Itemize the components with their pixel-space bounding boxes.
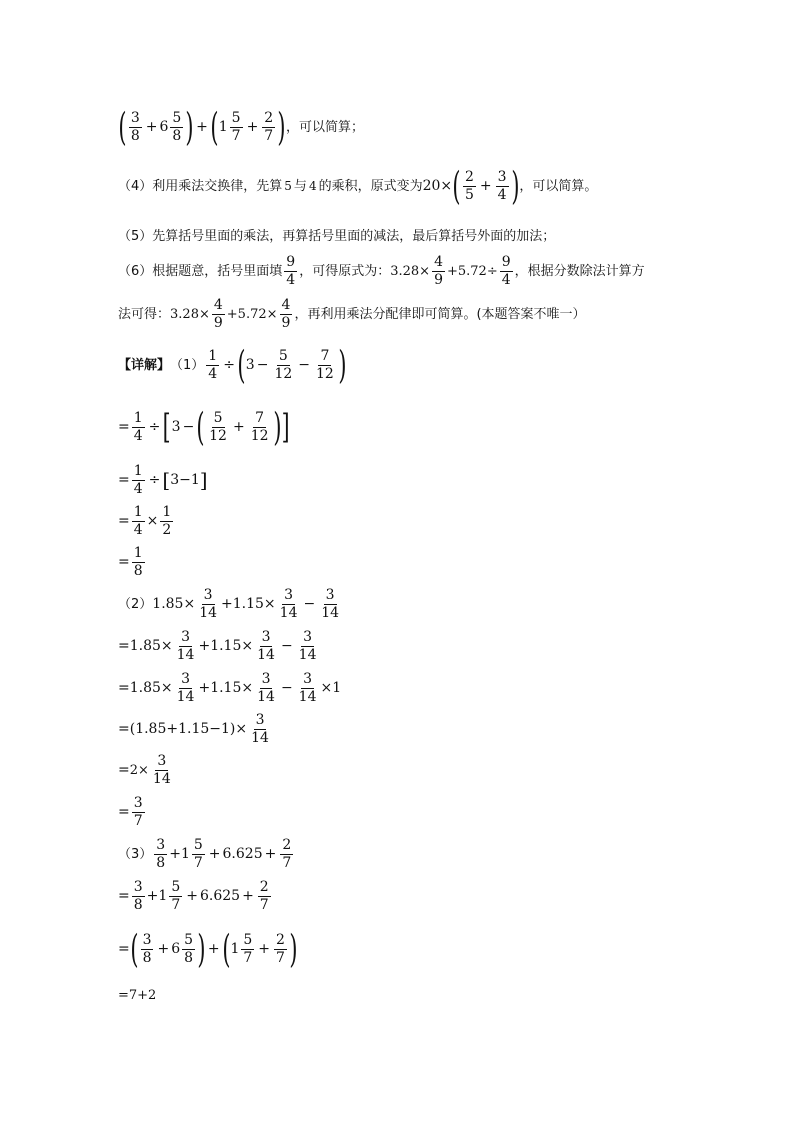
detail-3-line-1: （3） 3 8 + 1 5 7 + 6.625 + $\frac{2}{7}$ — [118, 837, 292, 871]
detail-2-line-1: （2） 1.85 × $\frac{3}{14}$ + 1.15 × $\frac{3}{14}$ − $\frac{3}{14}$ — [118, 587, 340, 621]
detail-3-line-4: =7+2 — [118, 988, 157, 1003]
mixed-number: 6 5 8 — [159, 109, 182, 144]
intro-line-3: （5）先算括号里面的乘法，再算括号里面的减法，最后算括号外面的加法； — [118, 229, 556, 244]
detail-2-line-5: = 2× $\frac{3}{14}$ — [118, 753, 171, 787]
detail-2-line-2: = 1.85 × $\frac{3}{14}$ + 1.15 × $\frac{3}{14}$ − $\frac{3}{14}$ — [118, 629, 317, 663]
intro-line-4: （6）根据题意，括号里面填 9 4 ，可得原式为： 3.28× $\frac{4}{9}$ +5.72÷ $\frac{9}{4}$ ，根据分数除法计算方 — [118, 254, 645, 288]
detail-3-line-3: = ( 3 8 + 6 5 8 ) + ( 1 5 7 + $\frac{2}{7}$ ) — [118, 927, 298, 971]
detail-3-line-2: = $\frac{3}{8}$ + 1 5 7 + 6.625 + $\frac{2}{7}$ — [118, 879, 269, 913]
detail-1-line-1: 【详解】 （1） $\frac{1}{4}$ ÷ ( 3 − $\frac{5}{12}$ − $\frac{7}{12}$ ) — [118, 343, 347, 387]
mixed-number: 1 5 7 — [218, 109, 241, 144]
detail-1-line-5: = $\frac{1}{8}$ — [118, 545, 143, 579]
fraction: 3 8 — [130, 109, 140, 144]
detail-1-line-4: = $\frac{1}{4}$ × $\frac{1}{2}$ — [118, 504, 172, 538]
detail-1-line-2: = $\frac{1}{4}$ ÷ [ 3 − ( 5 12 + $\frac{7}{12}$ ) ] — [118, 405, 290, 449]
detail-2-line-4: = (1.85+1.15−1)× $\frac{3}{14}$ — [118, 712, 269, 746]
intro-line-1: ( 3 8 + 6 5 8 ) + ( 1 5 7 + $\frac{2}{7}$ ) ，可以简算； — [118, 105, 365, 149]
detail-2-line-3: = 1.85 × $\frac{3}{14}$ + 1.15 × $\frac{3}{14}$ − $\frac{3}{14}$ × 1 — [118, 671, 342, 705]
detail-1-line-3: = $\frac{1}{4}$ ÷ [ 3−1 ] — [118, 463, 208, 497]
detail-2-line-6: = $\frac{3}{7}$ — [118, 795, 143, 829]
intro-line-2: （4）利用乘法交换律，先算 5 与 4 的乘积，原式变为 20× ( 2 5 + $\frac{3}{4}$ ) ，可以简算。 — [118, 164, 598, 208]
intro-line-5: 法可得： 3.28× $\frac{4}{9}$ +5.72× $\frac{4}{9}$ ，再利用乘法分配律即可简算。(本题答案不唯一） — [118, 297, 586, 331]
